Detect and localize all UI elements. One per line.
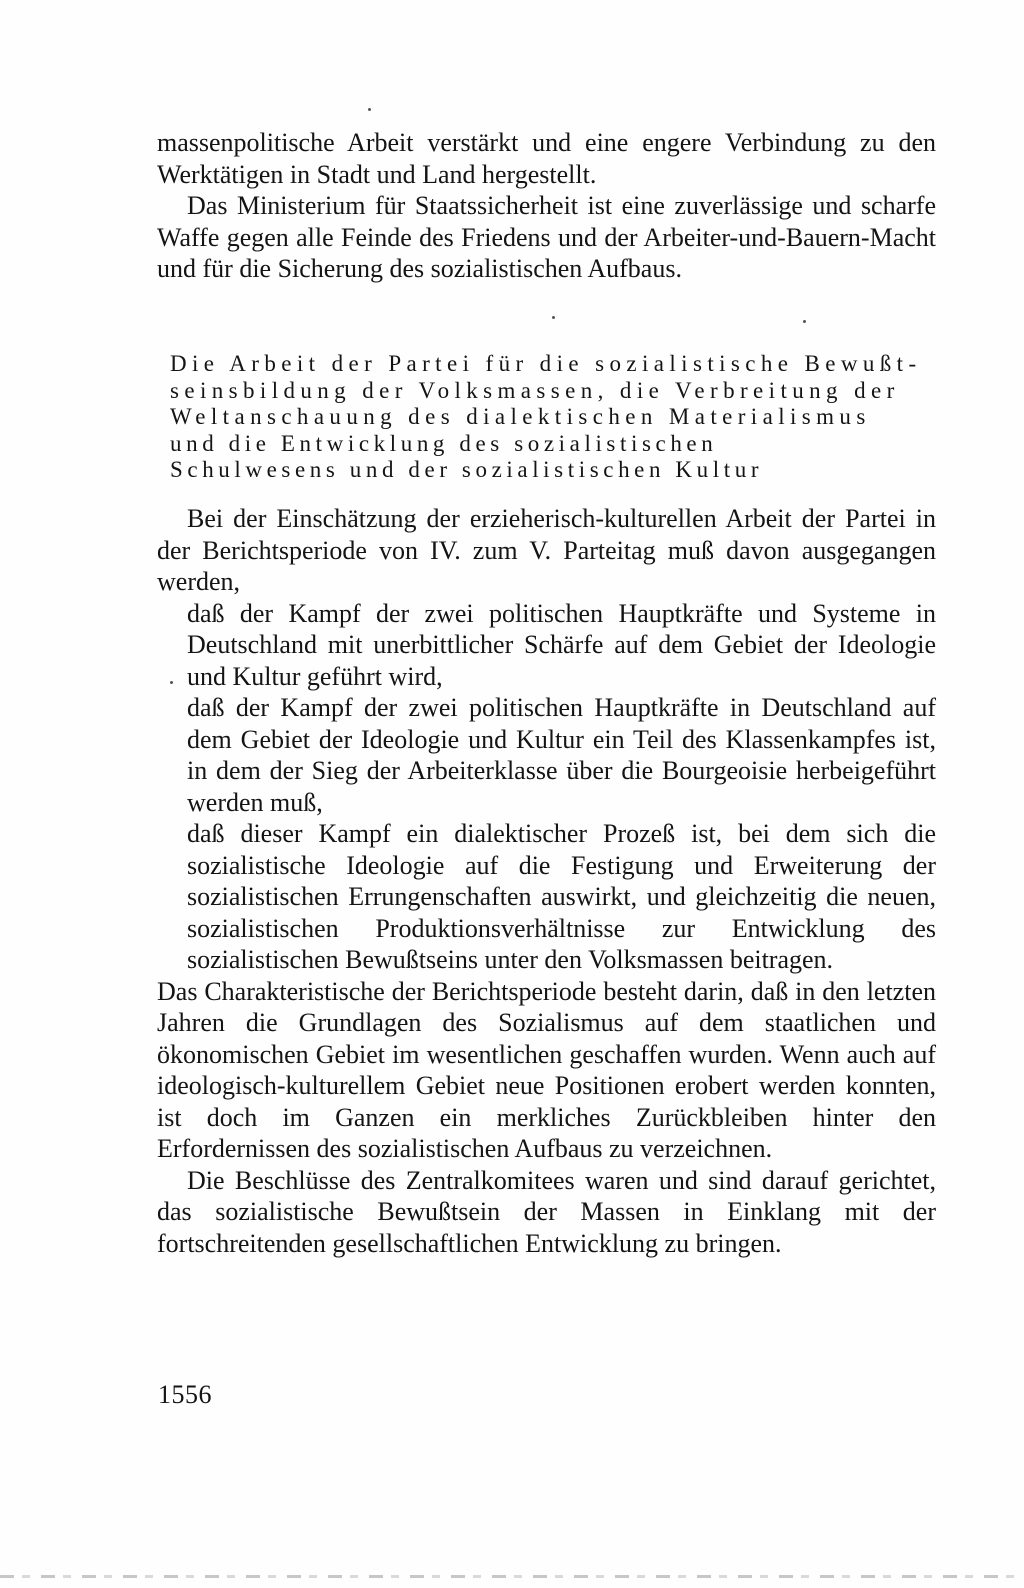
section-heading <box>170 351 940 484</box>
page-number: 1556 <box>158 1380 212 1409</box>
paragraph-ministerium: Das Ministerium für Staatssicherheit ist eine zuverlässige und scharfe Waffe gegen alle Feinde des Friedens und der Arbeiter-und-Bauern-Macht und für die Sicherung des sozialistischen Aufbaus. <box>157 191 936 283</box>
scan-bottom-edge <box>0 1575 1024 1578</box>
paragraph-beschluesse: Die Beschlüsse des Zentralkomitees waren und sind darauf gerichtet, das sozialistische Bewußtsein der Massen in Einklang mit der fortschreitenden gesellschaftlichen Entwicklung zu bringen. <box>157 1165 936 1258</box>
scan-speck <box>170 681 173 684</box>
scan-speck <box>368 108 371 111</box>
paragraph-einschaetzung: Bei der Einschätzung der erzieherisch-kulturellen Arbeit der Partei in der Berichtsperiode von IV. zum V. Parteitag muß davon ausgegangen werden, <box>157 504 936 596</box>
body-text-block <box>157 503 936 1259</box>
heading-line-3: Weltanschauung des dialektischen Materialismus <box>170 404 871 429</box>
paragraph-charakteristische: Das Charakteristische der Berichtsperiode besteht darin, daß in den letzten Jahren die Grundlagen des Sozialismus auf dem staatlichen und ökonomischen Gebiet im wesentlichen geschaffen wurden. Wenn auch auf ideologisch-kulturellem Gebiet neue Positionen erobert werden konnten, ist doch im Ganzen ein merkliches Zurückbleiben hinter den Erfordernissen des sozialistischen Aufbaus zu verzeichnen. <box>157 976 936 1163</box>
heading-line-1: Die Arbeit der Partei für die sozialistische Bewußt- <box>170 351 922 376</box>
heading-line-2: seinsbildung der Volksmassen, die Verbreitung der <box>170 377 900 403</box>
scan-speck <box>552 316 555 319</box>
heading-line-4: und die Entwicklung des sozialistischen <box>170 430 718 456</box>
scan-speck <box>803 320 806 323</box>
top-text-block <box>157 127 936 285</box>
list-item-kampf-systeme: daß der Kampf der zwei politischen Hauptkräfte und Systeme in Deutschland mit unerbittlicher Schärfe auf dem Gebiet der Ideologie und Kultur geführt wird, <box>187 598 936 691</box>
heading-line-5: Schulwesens und der sozialistischen Kultur <box>170 457 764 482</box>
list-item-klassenkampf: daß der Kampf der zwei politischen Hauptkräfte in Deutschland auf dem Gebiet der Ideologie und Kultur ein Teil des Klassenkampfes ist, in dem der Sieg der Arbeiterklasse über die Bourgeoisie herbeigeführt werden muß, <box>187 693 936 817</box>
list-item-dialektischer-prozess: daß dieser Kampf ein dialektischer Prozeß ist, bei dem sich die sozialistische Ideologie auf die Festigung und Erweiterung der sozialistischen Errungenschaften auswirkt, und gleichzeitig die neuen, sozialistischen Produktionsverhältnisse zur Entwicklung des sozialistischen Bewußtseins unter den Volksmassen beitragen. <box>187 819 936 974</box>
paragraph-continuation: massenpolitische Arbeit verstärkt und eine engere Verbindung zu den Werktätigen in Stadt und Land hergestellt. <box>157 128 936 189</box>
